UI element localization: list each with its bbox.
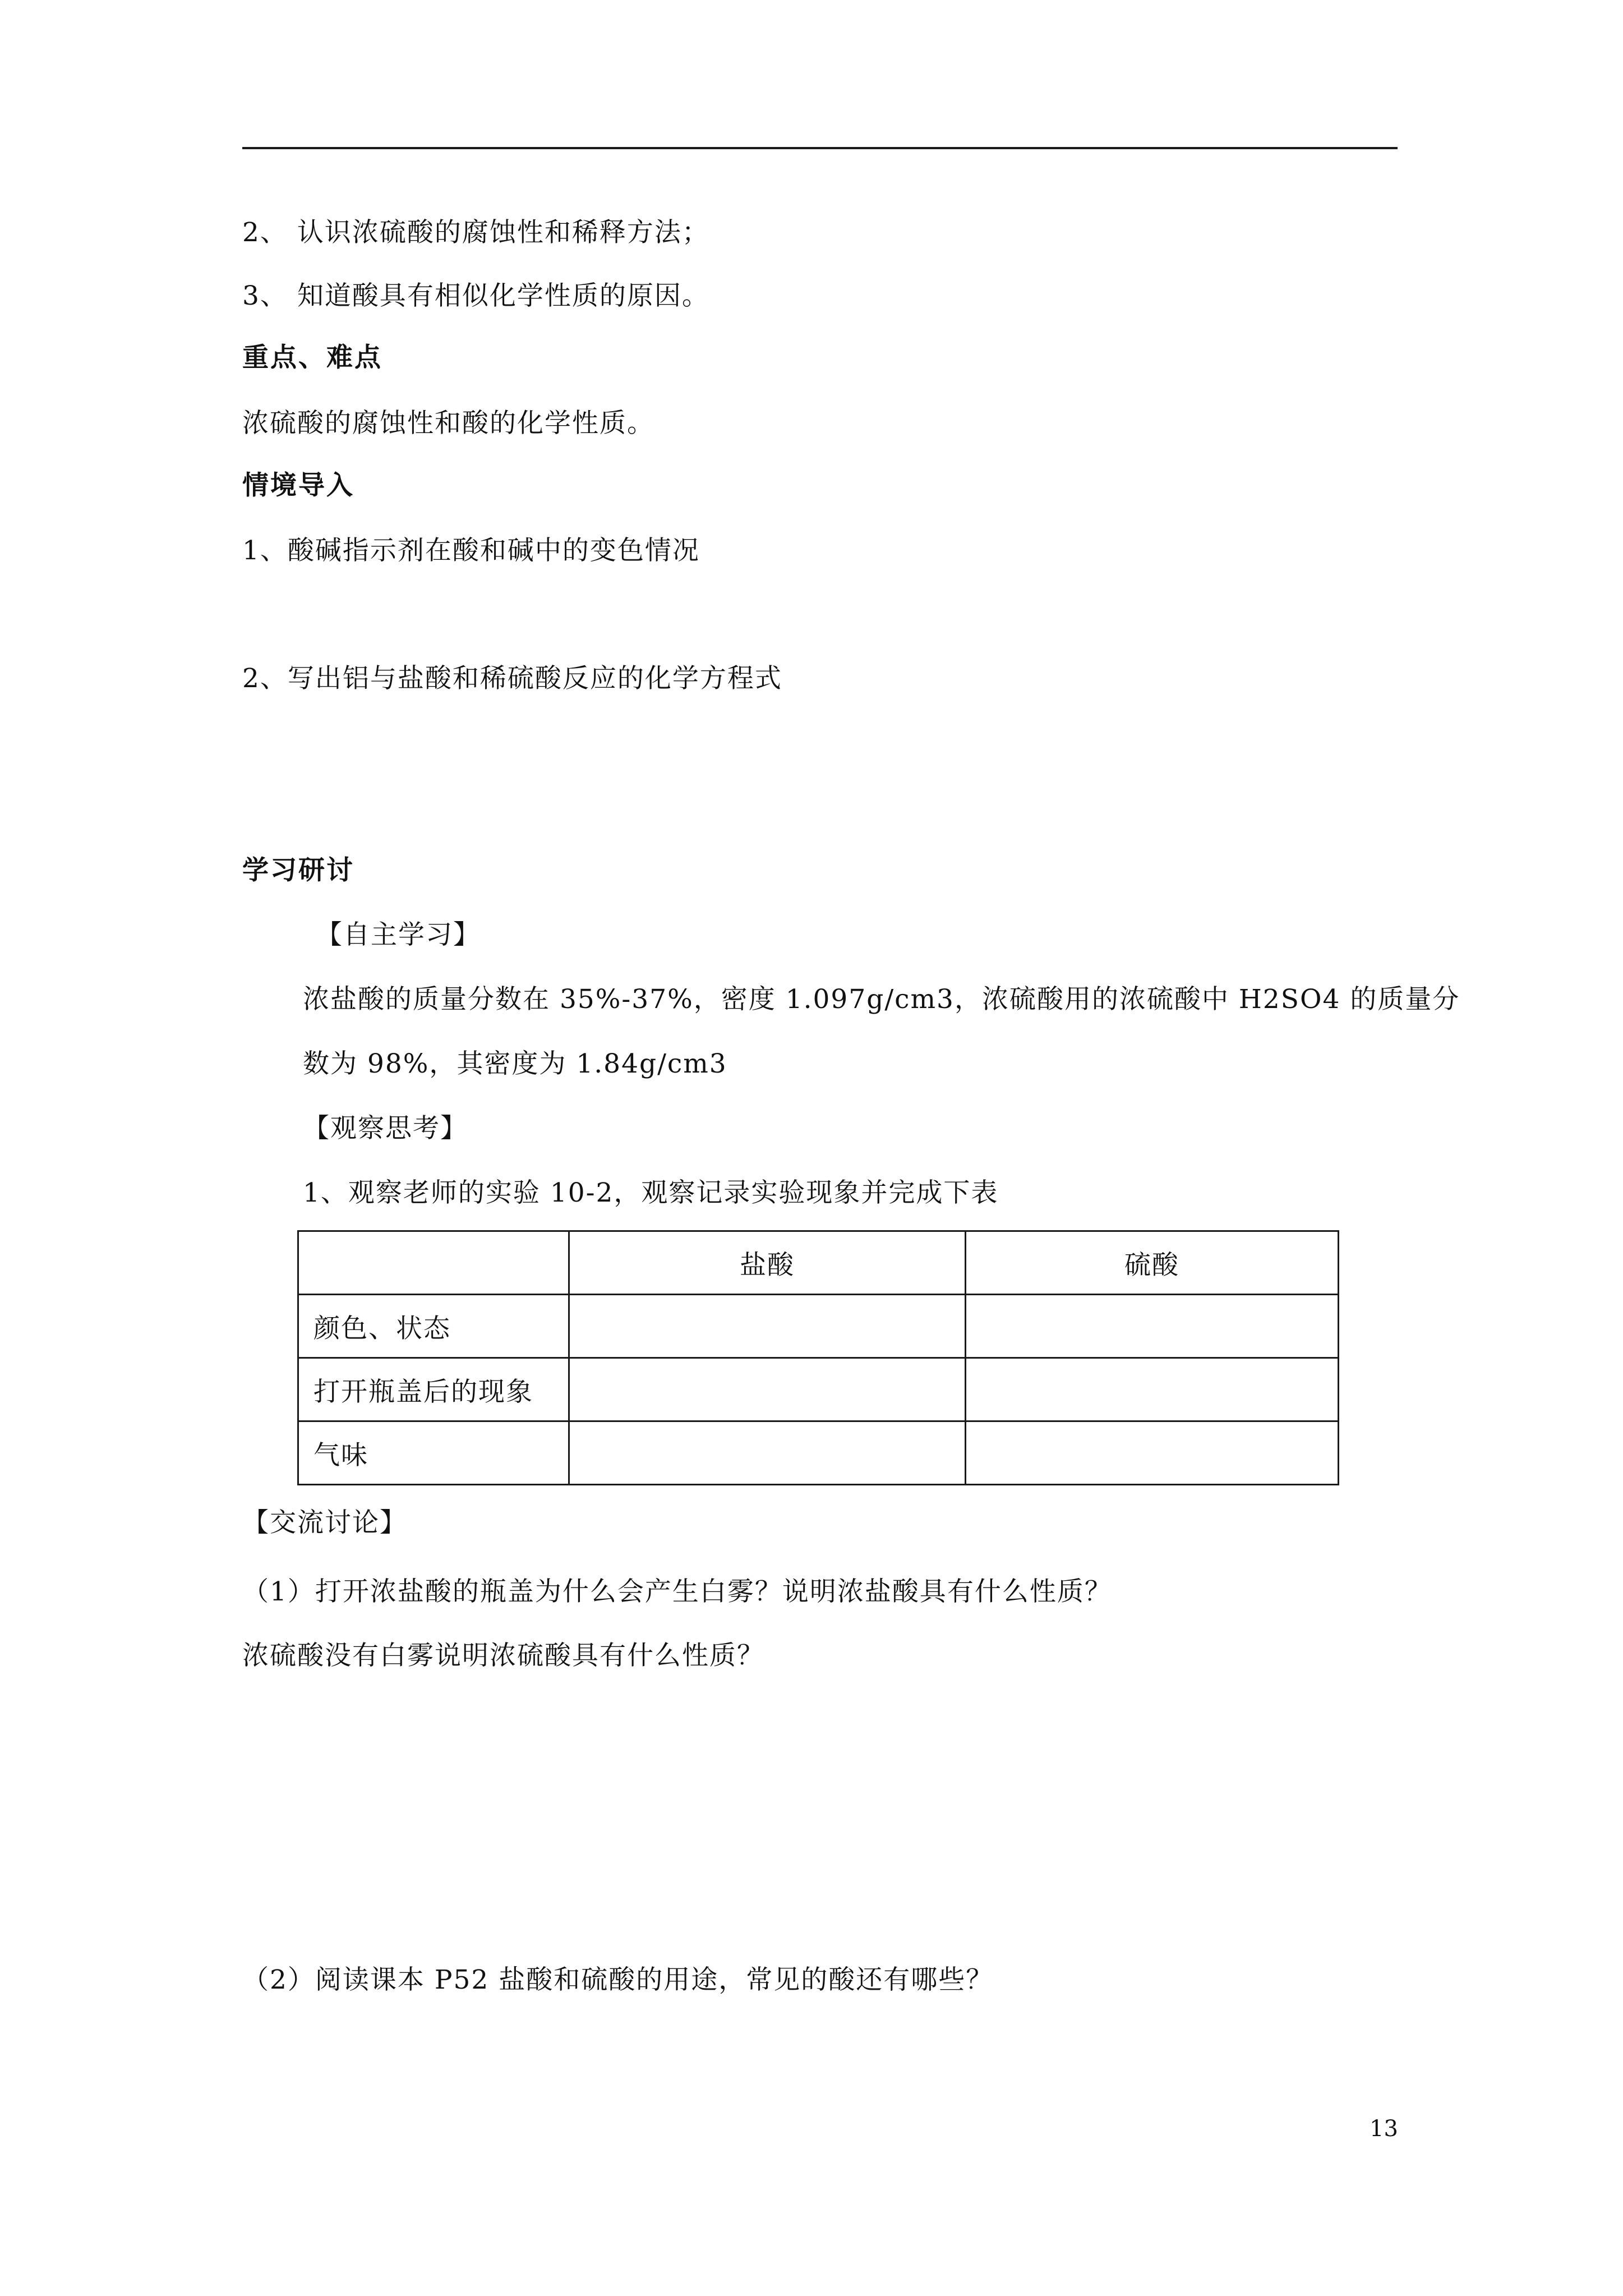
table-row (298, 1295, 1339, 1358)
table-cell (569, 1358, 966, 1421)
table-cell (966, 1421, 1339, 1485)
table-cell (966, 1295, 1339, 1358)
observation-table (297, 1230, 1339, 1485)
table-row (298, 1421, 1339, 1485)
discussion-question-1-line-1: （1）打开浓盐酸的瓶盖为什么会产生白雾？说明浓盐酸具有什么性质？ (242, 1576, 1112, 1607)
table-row-label: 颜色、状态 (298, 1295, 569, 1358)
table-row-label: 气味 (298, 1421, 569, 1485)
table-header-cell: 盐酸 (569, 1231, 966, 1295)
intro-item-1: 1、酸碱指示剂在酸和碱中的变色情况 (242, 535, 700, 566)
self-study-label: 【自主学习】 (316, 919, 481, 950)
table-header-row (298, 1231, 1339, 1295)
table-cell (569, 1421, 966, 1485)
table-header-cell (298, 1231, 569, 1295)
observe-label: 【观察思考】 (303, 1113, 468, 1144)
header-rule (242, 147, 1398, 149)
objective-3: 3、 知道酸具有相似化学性质的原因。 (242, 280, 709, 311)
key-points-text: 浓硫酸的腐蚀性和酸的化学性质。 (242, 408, 654, 439)
self-study-line-1: 浓盐酸的质量分数在 35%-37%，密度 1.097g/cm3，浓硫酸用的浓硫酸中 H2SO4 的质量分 (303, 984, 1460, 1015)
observe-task: 1、观察老师的实验 10-2，观察记录实验现象并完成下表 (303, 1177, 999, 1208)
key-points-heading: 重点、难点 (242, 342, 382, 373)
intro-item-2: 2、写出铝与盐酸和稀硫酸反应的化学方程式 (242, 663, 782, 694)
intro-heading: 情境导入 (242, 470, 354, 501)
discussion-question-1-line-2: 浓硫酸没有白雾说明浓硫酸具有什么性质？ (242, 1640, 764, 1671)
objective-2: 2、 认识浓硫酸的腐蚀性和稀释方法； (242, 217, 709, 248)
page-number: 13 (1370, 2116, 1398, 2142)
table-cell (966, 1358, 1339, 1421)
discussion-label: 【交流讨论】 (242, 1507, 407, 1538)
table-header-cell: 硫酸 (966, 1231, 1339, 1295)
self-study-line-2: 数为 98%，其密度为 1.84g/cm3 (303, 1048, 727, 1079)
table-row (298, 1358, 1339, 1421)
discussion-question-2: （2）阅读课本 P52 盐酸和硫酸的用途，常见的酸还有哪些？ (242, 1964, 994, 1995)
table-row-label: 打开瓶盖后的现象 (298, 1358, 569, 1421)
study-heading: 学习研讨 (242, 855, 354, 886)
table-cell (569, 1295, 966, 1358)
